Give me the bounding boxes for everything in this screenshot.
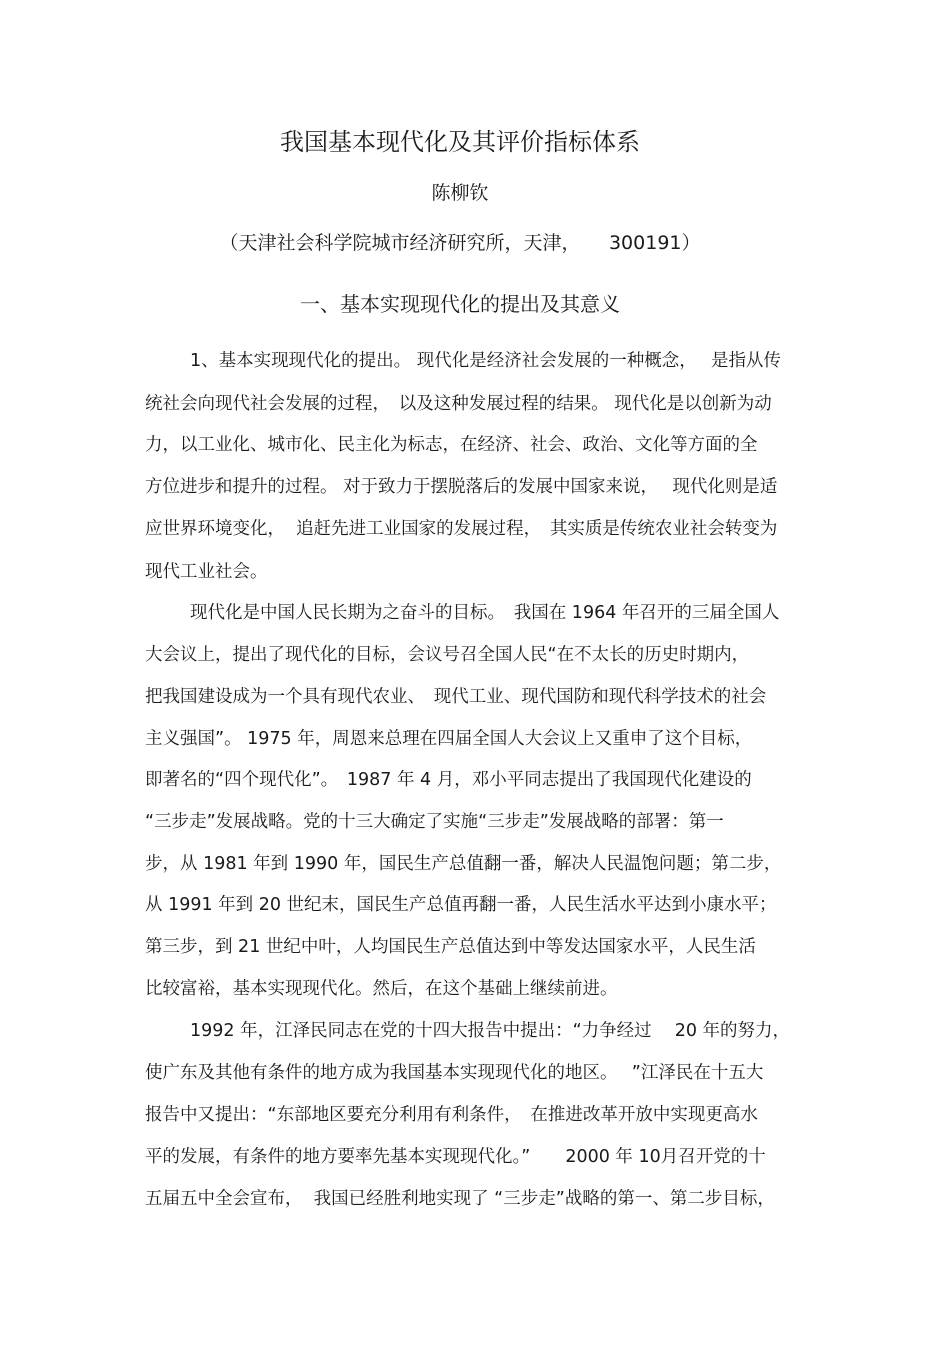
- paragraph-2-line-5: 即著名的“四个现代化”。 1987 年 4 月，邓小平同志提出了我国现代化建设的: [145, 770, 752, 790]
- paragraph-1-line-5: 应世界环境变化， 追赶先进工业国家的发展过程， 其实质是传统农业社会转变为: [145, 519, 778, 539]
- paragraph-2-line-1: 现代化是中国人民长期为之奋斗的目标。 我国在 1964 年召开的三届全国人: [190, 603, 780, 623]
- paragraph-2-line-6: “三步走”发展战略。党的十三大确定了实施“三步走”发展战略的部署：第一: [145, 812, 724, 832]
- paragraph-3-line-4: 平的发展，有条件的地方要率先基本实现现代化。” 2000 年 10月召开党的十: [145, 1147, 766, 1167]
- paragraph-1-line-4: 方位进步和提升的过程。 对于致力于摆脱落后的发展中国家来说， 现代化则是适: [145, 477, 778, 497]
- paragraph-1-line-6: 现代工业社会。: [145, 562, 268, 582]
- section-heading: 一、基本实现现代化的提出及其意义: [300, 292, 620, 316]
- paragraph-3-line-2: 使广东及其他有条件的地方成为我国基本实现现代化的地区。 ”江泽民在十五大: [145, 1063, 764, 1083]
- paragraph-3-line-1: 1992 年，江泽民同志在党的十四大报告中提出：“力争经过 20 年的努力，: [190, 1021, 791, 1041]
- paragraph-1-line-3: 力，以工业化、城市化、民主化为标志，在经济、社会、政治、文化等方面的全: [145, 435, 758, 455]
- paragraph-2-line-8: 从 1991 年到 20 世纪末，国民生产总值再翻一番，人民生活水平达到小康水平；: [145, 895, 777, 915]
- author-name: 陈柳钦: [431, 182, 489, 204]
- paragraph-2-line-4: 主义强国”。 1975 年，周恩来总理在四届全国人大会议上又重申了这个目标，: [145, 729, 753, 749]
- author-affiliation: （天津社会科学院城市经济研究所，天津， 300191）: [219, 232, 701, 254]
- paragraph-1-line-1: 1、基本实现现代化的提出。 现代化是经济社会发展的一种概念， 是指从传: [190, 351, 782, 371]
- paragraph-3-line-3: 报告中又提出：“东部地区要充分利用有利条件， 在推进改革开放中实现更高水: [145, 1105, 758, 1125]
- document-title: 我国基本现代化及其评价指标体系: [280, 128, 640, 156]
- paragraph-1-line-2: 统社会向现代社会发展的过程， 以及这种发展过程的结果。 现代化是以创新为动: [145, 394, 772, 414]
- paragraph-2-line-2: 大会议上，提出了现代化的目标，会议号召全国人民“在不太长的历史时期内，: [145, 645, 750, 665]
- paragraph-2-line-7: 步，从 1981 年到 1990 年，国民生产总值翻一番，解决人民温饱问题；第二步，: [145, 854, 782, 874]
- paragraph-2-line-3: 把我国建设成为一个具有现代农业、 现代工业、现代国防和现代科学技术的社会: [145, 687, 767, 707]
- paragraph-2-line-10: 比较富裕，基本实现现代化。然后，在这个基础上继续前进。: [145, 979, 618, 999]
- paragraph-2-line-9: 第三步，到 21 世纪中叶，人均国民生产总值达到中等发达国家水平，人民生活: [145, 937, 756, 957]
- paragraph-3-line-5: 五届五中全会宣布， 我国已经胜利地实现了 “三步走”战略的第一、第二步目标，: [145, 1189, 775, 1209]
